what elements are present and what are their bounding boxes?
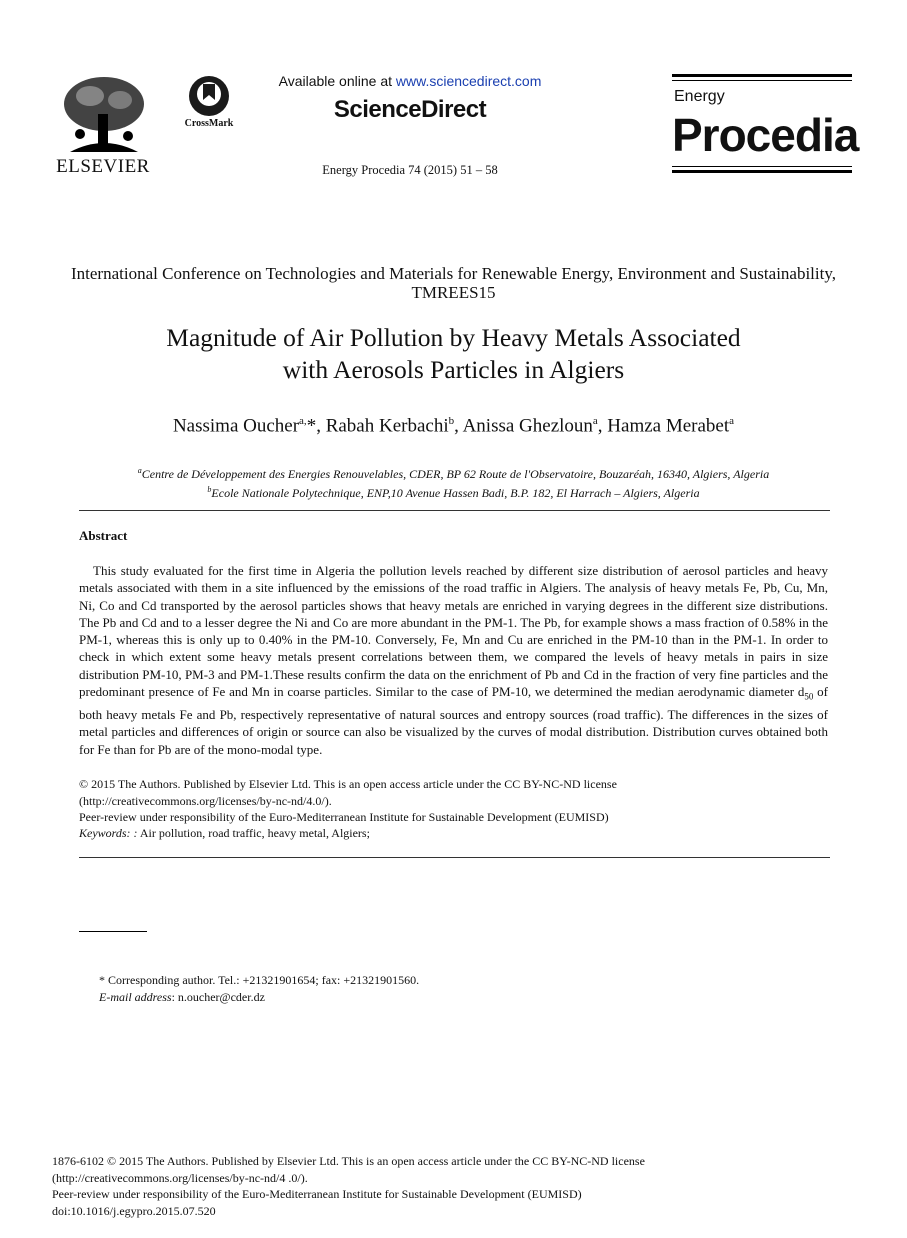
- affiliation-b: [60, 482, 847, 501]
- procedia-word: Procedia: [672, 109, 859, 161]
- author-separator: ,: [316, 415, 326, 437]
- abstract-bottom-rule: [79, 857, 830, 858]
- energy-procedia-logo: [672, 74, 859, 176]
- keywords-text: Air pollution, road traffic, heavy metal, Algiers;: [137, 826, 370, 840]
- author-list: [60, 415, 847, 437]
- license-line: © 2015 The Authors. Published by Elsevier Ltd. This is an open access article under the CC BY-NC-ND license: [79, 777, 617, 791]
- sciencedirect-brand: ScienceDirect: [333, 96, 487, 123]
- procedia-bottom-rule: [672, 170, 852, 173]
- affiliation-text: Centre de Développement des Energies Renouvelables, CDER, BP 62 Route de l'Observatoire, Bouzaréah, 16340, Algiers, Algeria: [141, 467, 770, 481]
- footnote-rule: [79, 931, 147, 932]
- footer-license-url[interactable]: (http://creativecommons.org/licenses/by-nc-nd/4 .0/).: [52, 1170, 308, 1185]
- procedia-top-rule-thin: [672, 80, 852, 81]
- journal-reference: Energy Procedia 74 (2015) 51 – 58: [322, 163, 498, 177]
- affiliation-a: [60, 463, 847, 482]
- procedia-top-rule: [672, 74, 852, 77]
- author-affiliation-mark: b: [448, 415, 455, 427]
- author-affiliation-mark: a: [592, 415, 598, 427]
- peer-review-line: Peer-review under responsibility of the Euro-Mediterranean Institute for Sustainable Development (EUMISD): [79, 810, 609, 824]
- email-line: [99, 989, 419, 1006]
- affiliation-text: Ecole Nationale Polytechnique, ENP,10 Avenue Hassen Badi, B.P. 182, El Harrach – Algiers, Algeria: [211, 486, 700, 500]
- author-affiliation-mark: a: [729, 415, 735, 427]
- author-name: Rabah Kerbachi: [325, 415, 449, 437]
- title-line-2: with Aerosols Particles in Algiers: [282, 355, 625, 384]
- keywords: [79, 826, 828, 841]
- email-label: E-mail address: [99, 990, 172, 1004]
- abstract-text-part: This study evaluated for the first time in Algeria the pollution levels reached by different size distribution of aerosol particles and heavy metals associated with them in a site influenced by the emissions of the road traffic in Algiers. The analysis of heavy metals Fe, Pb, Cu, Mn, Ni, Co and Cd transported by the aerosol particles shows that heavy metals are enriched in varying degrees in the different size distributions. The Pb and Cd and to a lesser degree the Ni and Co are more abundant in the PM-1. The Pb, for example shows a mass fraction of 0.58% in the PM-1, whereas this is only up to 0.40% in the PM-10. Conversely, Fe, Mn and Cu are enriched in the PM-10 than in the PM-1. In order to check in which extent some heavy metals present correlations between them, we compared the levels of heavy metals in pairs in size distribution PM-10, PM-3 and PM-1.These results confirm the data on the enrichment of Pb and Cd in the fraction of very fine particles and the predominant presence of Fe and Mn in coarse particles. Similar to the case of PM-10, we determined the median aerodynamic diameter d: [79, 563, 828, 700]
- available-online-line: [200, 73, 620, 89]
- abstract-heading: Abstract: [79, 528, 128, 543]
- license-url[interactable]: (http://creativecommons.org/licenses/by-nc-nd/4.0/).: [79, 793, 332, 808]
- footer-copyright: 1876-6102 © 2015 The Authors. Published by Elsevier Ltd. This is an open access article under the CC BY-NC-ND license: [52, 1154, 645, 1168]
- email-value[interactable]: : n.oucher@cder.dz: [171, 990, 265, 1004]
- author-separator: ,: [454, 415, 463, 437]
- procedia-bottom-rule-thin: [672, 166, 852, 167]
- procedia-energy-word: Energy: [674, 88, 725, 105]
- author-name: Nassima Oucher: [172, 415, 300, 437]
- abstract-top-rule: [79, 510, 830, 511]
- corresponding-author-note: * Corresponding author. Tel.: +21321901654; fax: +21321901560.: [99, 973, 420, 987]
- elsevier-wordmark: ELSEVIER: [56, 156, 150, 177]
- abstract-subscript: 50: [804, 691, 814, 702]
- license-block: [79, 776, 828, 826]
- corresponding-mark: *: [306, 415, 317, 437]
- footer-peer-review: Peer-review under responsibility of the Euro-Mediterranean Institute for Sustainable Development (EUMISD): [52, 1187, 582, 1201]
- conference-name: International Conference on Technologies and Materials for Renewable Energy, Environment and Sustainability, TMREES15: [71, 264, 836, 302]
- affiliations: [60, 463, 847, 501]
- footnote: [99, 972, 419, 1006]
- elsevier-logo: [56, 74, 150, 178]
- author-affiliation-mark: a,: [299, 415, 307, 427]
- author-name: Anissa Ghezloun: [462, 415, 593, 437]
- affiliation-mark: a: [137, 466, 142, 475]
- title-line-1: Magnitude of Air Pollution by Heavy Metals Associated: [166, 323, 741, 352]
- crossmark-label: CrossMark: [184, 118, 234, 129]
- author-separator: ,: [597, 415, 608, 437]
- available-prefix: Available online at: [278, 73, 396, 89]
- affiliation-mark: b: [207, 485, 212, 494]
- abstract-text-part: of both heavy metals Fe and Pb, respectively representative of natural sources and entropy sources (road traffic). The differences in the sizes of metal particles and differences of origin or source can also be visualized by the curves of modal distribution. Distribution curves obtained both for Fe than for Pb are of the mono-modal type.: [79, 684, 828, 757]
- elsevier-tree-icon: [60, 74, 148, 154]
- footer-doi[interactable]: doi:10.1016/j.egypro.2015.07.520: [52, 1203, 216, 1218]
- author-name: Hamza Merabet: [607, 415, 730, 437]
- keywords-label: Keywords: :: [79, 826, 138, 840]
- paper-title: [80, 322, 827, 386]
- sciencedirect-link[interactable]: www.sciencedirect.com: [395, 73, 542, 89]
- abstract-body: [79, 562, 828, 758]
- copyright-footer: [52, 1153, 852, 1219]
